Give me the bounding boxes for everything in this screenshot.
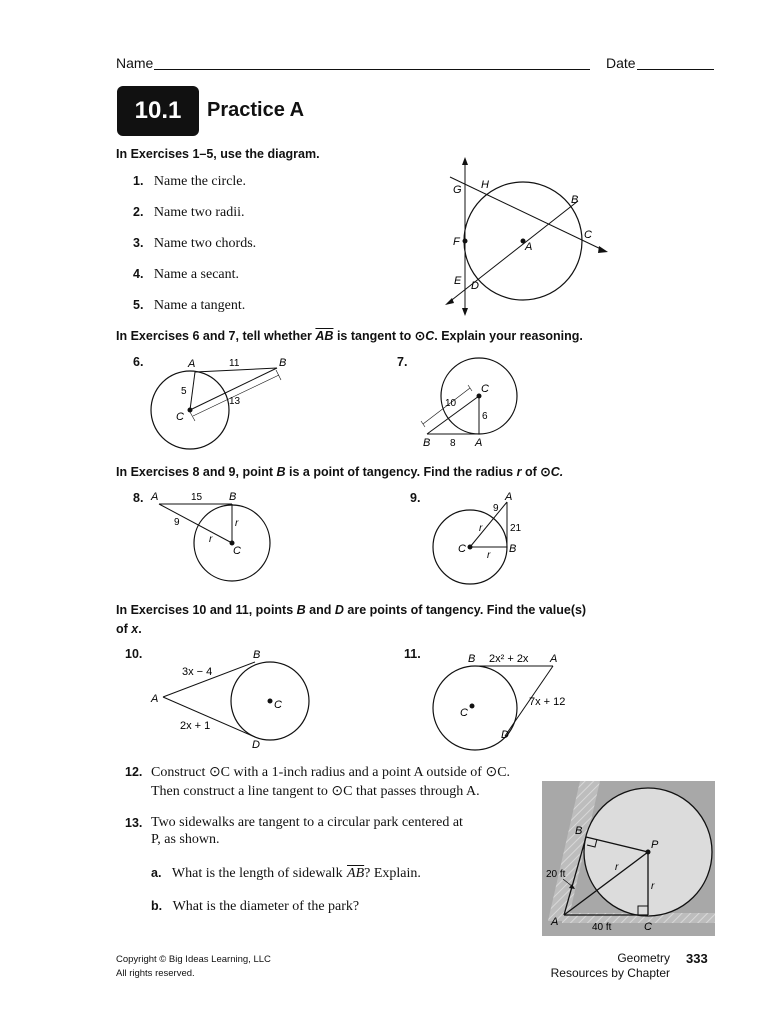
exercise-1: 1. Name the circle. <box>133 174 247 189</box>
exercise-13-line1: Two sidewalks are tangent to a circular park centered at <box>151 815 463 830</box>
svg-text:C: C <box>460 707 468 719</box>
svg-text:21: 21 <box>510 523 522 534</box>
label-g: G <box>453 184 462 196</box>
book-title: Geometry <box>617 951 670 965</box>
exercise-12-line1: Construct ⊙C with a 1-inch radius and a point A outside of ⊙C. <box>151 765 511 780</box>
label-h: H <box>481 179 489 191</box>
svg-text:r: r <box>487 550 491 561</box>
exercise-6-num: 6. <box>133 355 144 369</box>
diagram-ex10 <box>145 645 315 755</box>
svg-text:A: A <box>551 916 559 928</box>
svg-text:A: A <box>151 491 159 503</box>
page-title: Practice A <box>207 99 305 121</box>
svg-text:11: 11 <box>229 358 240 369</box>
exercise-13-num: 13. <box>125 816 143 830</box>
svg-text:B: B <box>575 825 583 837</box>
label-b: B <box>571 194 579 206</box>
svg-text:10: 10 <box>445 398 457 409</box>
exercise-10-num: 10. <box>125 647 143 661</box>
svg-text:C: C <box>481 383 489 395</box>
svg-text:B: B <box>279 357 287 369</box>
lesson-badge: 10.1 <box>117 86 199 136</box>
svg-text:D: D <box>501 729 509 741</box>
section1-instruction: In Exercises 1–5, use the diagram. <box>116 147 320 161</box>
svg-text:D: D <box>252 739 260 751</box>
svg-text:C: C <box>274 699 282 711</box>
svg-text:C: C <box>233 545 241 557</box>
svg-text:B: B <box>423 437 431 449</box>
svg-text:C: C <box>176 411 184 423</box>
exercise-11-num: 11. <box>404 647 421 661</box>
svg-text:A: A <box>550 653 558 665</box>
svg-text:B: B <box>468 653 476 665</box>
svg-text:5: 5 <box>181 386 187 397</box>
svg-text:A: A <box>505 491 513 503</box>
diagram-ex6 <box>145 352 295 452</box>
svg-text:9: 9 <box>174 517 180 528</box>
diagram-ex9 <box>425 486 535 591</box>
section3-instruction: In Exercises 8 and 9, point B is a point of tangency. Find the radius r of ⊙C. <box>116 465 564 479</box>
svg-text:6: 6 <box>482 411 488 422</box>
exercise-12-num: 12. <box>125 765 143 779</box>
label-e: E <box>454 275 462 287</box>
exercise-9-num: 9. <box>410 491 421 505</box>
exercise-13a: a. What is the length of sidewalk $\overline{AB}$? Explain. <box>151 866 421 881</box>
name-line[interactable] <box>154 55 590 70</box>
diagram-ex7 <box>415 352 525 452</box>
book-subtitle: Resources by Chapter <box>550 966 670 980</box>
label-c: C <box>584 229 592 241</box>
svg-text:P: P <box>651 839 659 851</box>
svg-text:B: B <box>229 491 237 503</box>
svg-text:8: 8 <box>450 438 456 449</box>
diagram-ex11 <box>425 645 580 755</box>
exercise-2: 2. Name two radii. <box>133 205 245 220</box>
exercise-8-num: 8. <box>133 491 144 505</box>
svg-text:r: r <box>615 862 619 873</box>
svg-text:C: C <box>644 921 652 933</box>
svg-text:15: 15 <box>191 492 203 503</box>
exercise-13b: b. What is the diameter of the park? <box>151 899 360 914</box>
exercise-13-line2: P, as shown. <box>151 832 220 847</box>
svg-text:40 ft: 40 ft <box>592 922 612 933</box>
exercise-7-num: 7. <box>397 355 408 369</box>
svg-text:C: C <box>458 543 466 555</box>
section4-instruction-line2: of x. <box>116 622 142 636</box>
svg-text:13: 13 <box>229 396 241 407</box>
svg-text:7x + 12: 7x + 12 <box>529 696 566 708</box>
name-label: Name <box>116 55 154 71</box>
svg-text:A: A <box>151 693 159 705</box>
park-figure <box>542 781 715 936</box>
date-label: Date <box>606 55 636 71</box>
label-d: D <box>471 280 479 292</box>
svg-text:3x − 4: 3x − 4 <box>182 666 213 678</box>
page-number: 333 <box>686 951 708 966</box>
exercise-12-line2: Then construct a line tangent to ⊙C that passes through A. <box>151 784 480 799</box>
svg-text:r: r <box>235 518 239 529</box>
label-f: F <box>453 236 460 248</box>
svg-text:r: r <box>209 534 213 545</box>
svg-text:r: r <box>479 523 483 534</box>
label-a: A <box>525 241 533 253</box>
exercise-3: 3. Name two chords. <box>133 236 257 251</box>
svg-text:A: A <box>188 358 196 370</box>
date-line[interactable] <box>637 55 714 70</box>
diagram-circle-a <box>440 155 620 320</box>
rights: All rights reserved. <box>116 968 195 979</box>
diagram-ex8 <box>145 486 280 586</box>
svg-text:2x + 1: 2x + 1 <box>180 720 211 732</box>
exercise-5: 5. Name a tangent. <box>133 298 246 313</box>
section2-instruction: In Exercises 6 and 7, tell whether $\overline{AB}$ is tangent to ⊙C. Explain your reasoning. <box>116 329 583 343</box>
svg-text:B: B <box>509 543 517 555</box>
svg-text:r: r <box>651 881 655 892</box>
exercise-4: 4. Name a secant. <box>133 267 240 282</box>
svg-text:20 ft: 20 ft <box>546 869 566 880</box>
svg-text:9: 9 <box>493 503 499 514</box>
svg-text:2x² + 2x: 2x² + 2x <box>489 653 529 665</box>
svg-text:B: B <box>253 649 261 661</box>
copyright: Copyright © Big Ideas Learning, LLC <box>116 954 271 965</box>
svg-text:A: A <box>475 437 483 449</box>
section4-instruction: In Exercises 10 and 11, points B and D are points of tangency. Find the value(s) <box>116 603 587 617</box>
